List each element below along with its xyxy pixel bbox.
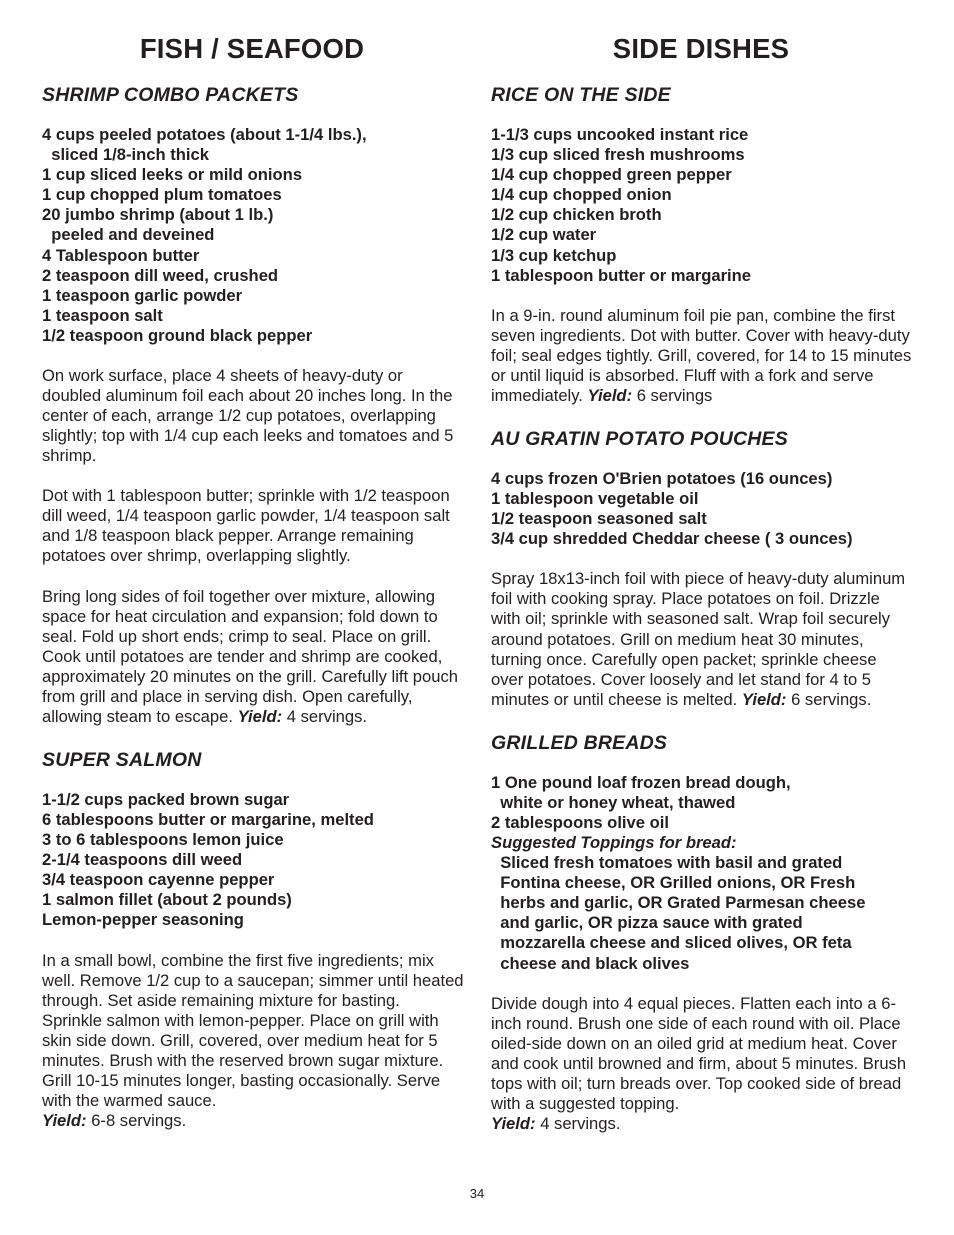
yield-label: Yield:	[42, 1110, 87, 1130]
left-column	[42, 30, 464, 1131]
directions	[491, 306, 913, 406]
yield-label: Yield:	[741, 689, 787, 709]
directions-text: In a 9-in. round aluminum foil pie pan, combine the first seven ingredients. Dot with butter. Cover with heavy-duty foil; seal edges tightly. Grill, covered, for 14 to 15 minutes or until liquid is absorbed. Fluff with a fork and serve immediately.	[491, 305, 912, 405]
recipe-shrimp-combo-packets	[42, 84, 464, 727]
directions	[491, 569, 913, 709]
recipe-title: GRILLED BREADS	[491, 731, 668, 754]
yield-value: 6 servings	[632, 385, 713, 405]
ingredient-line: 4 cups peeled potatoes (about 1-1/4 lbs.),	[42, 125, 367, 144]
ingredient-line: 1/2 cup water	[491, 225, 597, 245]
yield-value: 6 servings.	[786, 689, 872, 709]
ingredient-line: 1-1/2 cups packed brown sugar	[42, 789, 290, 809]
right-column	[491, 30, 913, 1134]
ingredient-line: 1 cup chopped plum tomatoes	[42, 185, 282, 205]
recipe-title: AU GRATIN POTATO POUCHES	[491, 427, 788, 450]
directions-paragraph	[491, 994, 913, 1134]
ingredient-line: 3/4 cup shredded Cheddar cheese ( 3 ounces)	[491, 529, 853, 549]
yield-label: Yield:	[587, 385, 633, 405]
ingredient-line: 6 tablespoons butter or margarine, melted	[42, 809, 374, 829]
ingredient-line: 1/2 cup chicken broth	[491, 205, 662, 225]
section-title-fish-seafood: FISH / SEAFOOD	[139, 33, 365, 64]
ingredient-line: 3 to 6 tablespoons lemon juice	[42, 830, 284, 850]
ingredient-line: 1 salmon fillet (about 2 pounds)	[42, 890, 292, 910]
section-title-side-dishes: SIDE DISHES	[612, 33, 790, 64]
ingredient-line: 2 teaspoon dill weed, crushed	[42, 265, 279, 285]
directions-paragraph	[42, 587, 464, 727]
directions-text: Bring long sides of foil together over mixture, allowing space for heat circulation and expansion; fold down to seal. Fold up short ends; crimp to seal. Place on grill. Cook until potatoes are tender and shrimp are cooked, approximately 20 minutes on the grill. Carefully lift pouch from grill and place in serving dish. Open carefully, allowing steam to escape.	[42, 586, 458, 726]
ingredient-line: Fontina cheese, OR Grilled onions, OR Fresh	[491, 873, 856, 893]
ingredient-list	[491, 773, 913, 974]
recipe-rice-on-the-side	[491, 84, 913, 406]
ingredient-line: Lemon-pepper seasoning	[42, 910, 244, 930]
yield-label: Yield:	[491, 1113, 536, 1133]
recipe-super-salmon	[42, 749, 464, 1131]
directions-text: Spray 18x13-inch foil with piece of heavy-duty aluminum foil with cooking spray. Place potatoes on foil. Drizzle with oil; sprinkle with seasoned salt. Wrap foil securely around potatoes. Grill on medium heat 30 minutes, turning once. Carefully open packet; sprinkle cheese over potatoes. Cover loosely and let stand for 4 to 5 minutes or until cheese is melted.	[491, 569, 906, 709]
ingredient-line: 1/4 cup chopped green pepper	[491, 165, 732, 185]
ingredient-line: 3/4 teaspoon cayenne pepper	[42, 870, 275, 890]
ingredient-list	[491, 469, 913, 549]
directions-paragraph: On work surface, place 4 sheets of heavy-duty or doubled aluminum foil each about 20 inches long. In the center of each, arrange 1/2 cup potatoes, overlapping slightly; top with 1/4 cup each leeks and tomatoes and 5 shrimp.	[42, 366, 454, 466]
ingredient-list	[491, 125, 913, 286]
ingredient-line: 1-1/3 cups uncooked instant rice	[491, 125, 749, 144]
recipe-title: RICE ON THE SIDE	[491, 84, 671, 106]
yield-label: Yield:	[237, 706, 283, 726]
ingredient-line: Sliced fresh tomatoes with basil and grated	[491, 853, 843, 873]
page-number: 34	[469, 1186, 485, 1201]
ingredient-line: 20 jumbo shrimp (about 1 lb.)	[42, 205, 274, 225]
directions	[42, 366, 464, 727]
ingredient-line: 1 teaspoon salt	[42, 305, 163, 325]
directions-paragraph	[491, 569, 913, 709]
ingredient-line: 1 tablespoon butter or margarine	[491, 265, 752, 285]
recipe-title: SHRIMP COMBO PACKETS	[42, 84, 299, 106]
directions-text: Divide dough into 4 equal pieces. Flatten each into a 6-inch round. Brush one side of each round with oil. Place oiled-side down on an oiled grid at medium heat. Cover and cook until browned and firm, about 5 minutes. Brush tops with oil; turn breads over. Top cooked side of bread with a suggested topping.	[491, 993, 907, 1113]
directions	[491, 994, 913, 1134]
ingredient-line: mozzarella cheese and sliced olives, OR feta	[491, 933, 852, 953]
directions-paragraph	[491, 306, 913, 406]
yield-value: 4 servings.	[282, 706, 367, 726]
recipe-title: SUPER SALMON	[42, 748, 202, 771]
ingredient-line: 4 cups frozen O'Brien potatoes (16 ounces)	[491, 468, 833, 488]
ingredient-line: and garlic, OR pizza sauce with grated	[491, 913, 803, 933]
yield-value: 4 servings.	[535, 1113, 621, 1133]
recipe-au-gratin-potato-pouches	[491, 428, 913, 710]
ingredient-line: sliced 1/8-inch thick	[42, 145, 209, 165]
directions	[42, 951, 464, 1131]
ingredient-line: 2 tablespoons olive oil	[491, 812, 669, 832]
ingredient-list	[42, 790, 464, 931]
yield-value: 6-8 servings.	[86, 1110, 187, 1130]
ingredient-line: 1/2 teaspoon seasoned salt	[491, 509, 707, 529]
ingredient-line: 1/2 teaspoon ground black pepper	[42, 325, 313, 345]
ingredient-line: 1/3 cup sliced fresh mushrooms	[491, 145, 745, 165]
ingredient-line: 1 cup sliced leeks or mild onions	[42, 165, 303, 185]
ingredient-line: 1 tablespoon vegetable oil	[491, 489, 699, 509]
directions-text: In a small bowl, combine the first five ingredients; mix well. Remove 1/2 cup to a saucepan; simmer until heated through. Set aside remaining mixture for basting. Sprinkle salmon with lemon-pepper. Place on grill with skin side down. Grill, covered, over medium heat for 5 minutes. Brush with the reserved brown sugar mixture. Grill 10-15 minutes longer, basting occasionally. Serve with the warmed sauce.	[42, 950, 464, 1110]
ingredient-line: 1/3 cup ketchup	[491, 245, 617, 265]
directions-paragraph	[42, 951, 464, 1131]
ingredient-line: peeled and deveined	[42, 225, 215, 245]
ingredient-line: cheese and black olives	[491, 953, 690, 973]
ingredient-line: 4 Tablespoon butter	[42, 245, 200, 265]
ingredient-subheading: Suggested Toppings for bread:	[491, 832, 737, 852]
ingredient-line: herbs and garlic, OR Grated Parmesan cheese	[491, 893, 866, 913]
ingredient-line: white or honey wheat, thawed	[491, 792, 736, 812]
ingredient-line: 1 One pound loaf frozen bread dough,	[491, 772, 791, 792]
ingredient-line: 1/4 cup chopped onion	[491, 185, 672, 205]
ingredient-line: 2-1/4 teaspoons dill weed	[42, 850, 243, 870]
directions-paragraph: Dot with 1 tablespoon butter; sprinkle with 1/2 teaspoon dill weed, 1/4 teaspoon garlic powder, 1/4 teaspoon salt and 1/8 teaspoon black pepper. Arrange remaining potatoes over shrimp, overlapping slightly.	[42, 486, 450, 566]
ingredient-list	[42, 125, 464, 346]
recipe-grilled-breads	[491, 732, 913, 1134]
ingredient-line: 1 teaspoon garlic powder	[42, 285, 243, 305]
